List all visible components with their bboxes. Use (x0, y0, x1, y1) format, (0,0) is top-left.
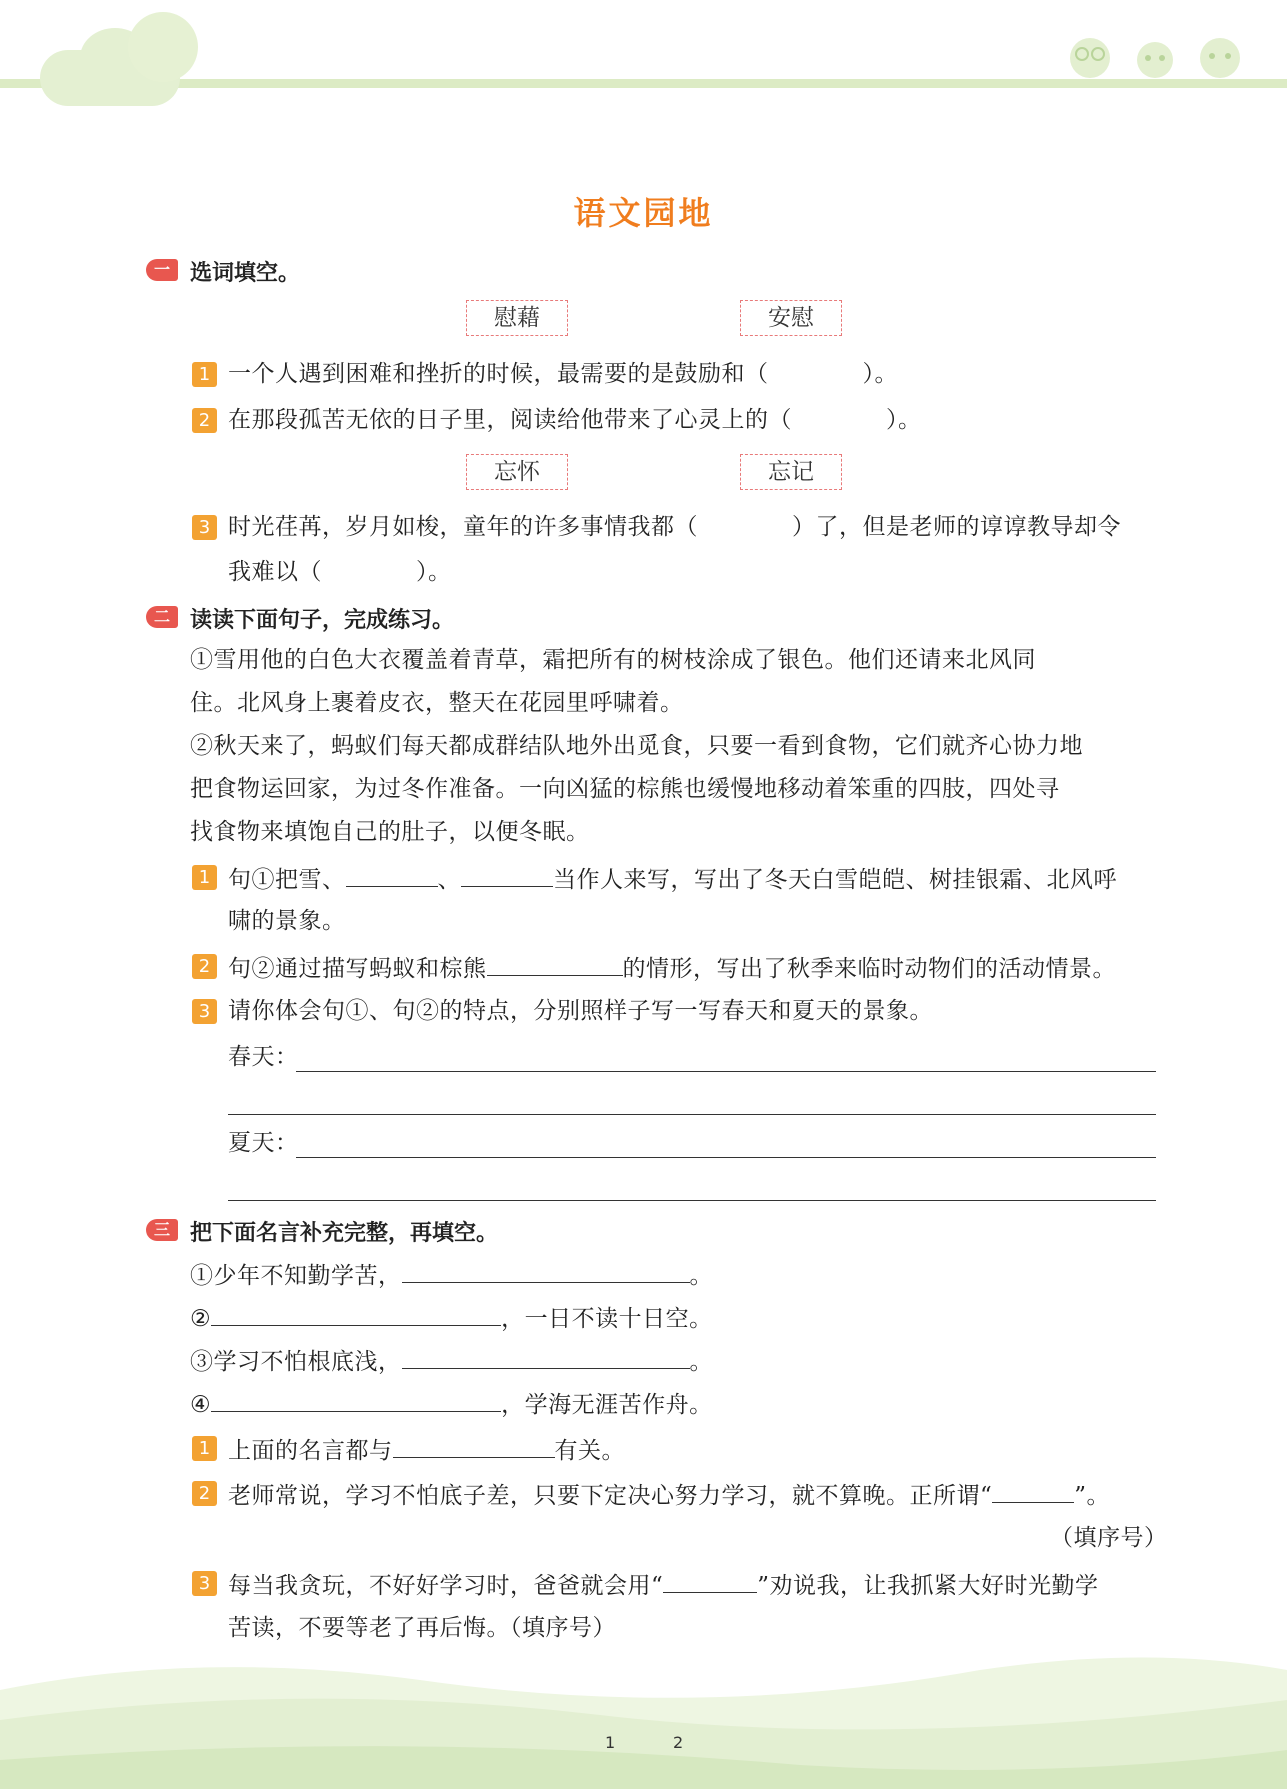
maxim-line: ①少年不知勤学苦， 。 (190, 1258, 713, 1291)
word-option: 忘怀 (466, 454, 568, 490)
question-number: 1 (192, 362, 217, 387)
section-heading-2: 读读下面句子，完成练习。 (190, 608, 455, 633)
passage-line: ①雪用他的白色大衣覆盖着青草，霜把所有的树枝涂成了银色。他们还请来北风同 (190, 647, 1036, 673)
answer-line[interactable] (296, 1157, 1156, 1158)
section-badge-3: 三 (146, 1219, 178, 1241)
question-number: 2 (192, 1481, 217, 1506)
question-text: 老师常说，学习不怕底子差，只要下定决心努力学习，就不算晚。正所谓“ ”。 (228, 1478, 1110, 1511)
question-text: 请你体会句①、句②的特点，分别照样子写一写春天和夏天的景象。 (228, 998, 933, 1024)
blank-line[interactable] (402, 1344, 690, 1369)
word-option: 安慰 (740, 300, 842, 336)
summer-label: 夏天： (228, 1130, 299, 1156)
page-number-left: 1 (605, 1733, 616, 1752)
section-heading-1: 选词填空。 (190, 261, 301, 286)
blank-line[interactable] (402, 1258, 690, 1283)
question-text: 在那段孤苦无依的日子里，阅读给他带来了心灵上的（ ）。 (228, 407, 922, 433)
question-number: 1 (192, 1436, 217, 1461)
passage-line: 住。北风身上裹着皮衣，整天在花园里呼啸着。 (190, 690, 684, 716)
question-text: 上面的名言都与 有关。 (228, 1433, 625, 1466)
question-text: 啸的景象。 (228, 908, 346, 934)
word-option: 忘记 (740, 454, 842, 490)
question-text: 一个人遇到困难和挫折的时候，最需要的是鼓励和（ ）。 (228, 361, 898, 387)
section-badge-1: 一 (146, 259, 178, 281)
spring-label: 春天： (228, 1044, 299, 1070)
maxim-line: ③学习不怕根底浅， 。 (190, 1344, 713, 1377)
question-text: 我难以（ ）。 (228, 559, 452, 585)
blank-line[interactable] (461, 862, 553, 887)
question-text: 每当我贪玩，不好好学习时，爸爸就会用“ ”劝说我，让我抓紧大好时光勤学 (228, 1568, 1099, 1601)
blank-line[interactable] (211, 1387, 501, 1412)
header-divider (0, 79, 1287, 88)
question-text: 句①把雪、 、 当作人来写，写出了冬天白雪皑皑、树挂银霜、北风呼 (228, 862, 1117, 895)
maxim-line: ② ，一日不读十日空。 (190, 1301, 713, 1334)
question-number: 3 (192, 999, 217, 1024)
fill-note: （填序号） (1050, 1525, 1168, 1551)
blank-line[interactable] (663, 1568, 757, 1593)
sun-icon (128, 12, 198, 82)
question-number: 2 (192, 408, 217, 433)
passage-line: 找食物来填饱自己的肚子，以便冬眠。 (190, 819, 590, 845)
passage-line: ②秋天来了，蚂蚁们每天都成群结队地外出觅食，只要一看到食物，它们就齐心协力地 (190, 733, 1083, 759)
word-option: 慰藉 (466, 300, 568, 336)
blank-line[interactable] (992, 1478, 1074, 1503)
blank-line[interactable] (487, 951, 623, 976)
answer-line[interactable] (296, 1071, 1156, 1072)
cartoon-animals-icon (1060, 28, 1260, 80)
page-number-right: 2 (673, 1733, 684, 1752)
passage-line: 把食物运回家，为过冬作准备。一向凶猛的棕熊也缓慢地移动着笨重的四肢，四处寻 (190, 776, 1060, 802)
question-number: 1 (192, 865, 217, 890)
section-heading-3: 把下面名言补充完整，再填空。 (190, 1221, 499, 1246)
question-text: 时光荏苒，岁月如梭，童年的许多事情我都（ ）了，但是老师的谆谆教导却令 (228, 514, 1121, 540)
question-number: 2 (192, 954, 217, 979)
answer-line[interactable] (228, 1114, 1156, 1115)
page-title: 语文园地 (573, 194, 714, 232)
hills-decoration (0, 1600, 1287, 1789)
question-number: 3 (192, 515, 217, 540)
question-text: 句②通过描写蚂蚁和棕熊 的情形，写出了秋季来临时动物们的活动情景。 (228, 951, 1116, 984)
blank-line[interactable] (346, 862, 438, 887)
blank-line[interactable] (211, 1301, 501, 1326)
question-text: 苦读，不要等老了再后悔。（填序号） (228, 1615, 616, 1641)
blank-line[interactable] (393, 1433, 555, 1458)
section-badge-2: 二 (146, 606, 178, 628)
answer-line[interactable] (228, 1200, 1156, 1201)
maxim-line: ④ ，学海无涯苦作舟。 (190, 1387, 713, 1420)
question-number: 3 (192, 1571, 217, 1596)
